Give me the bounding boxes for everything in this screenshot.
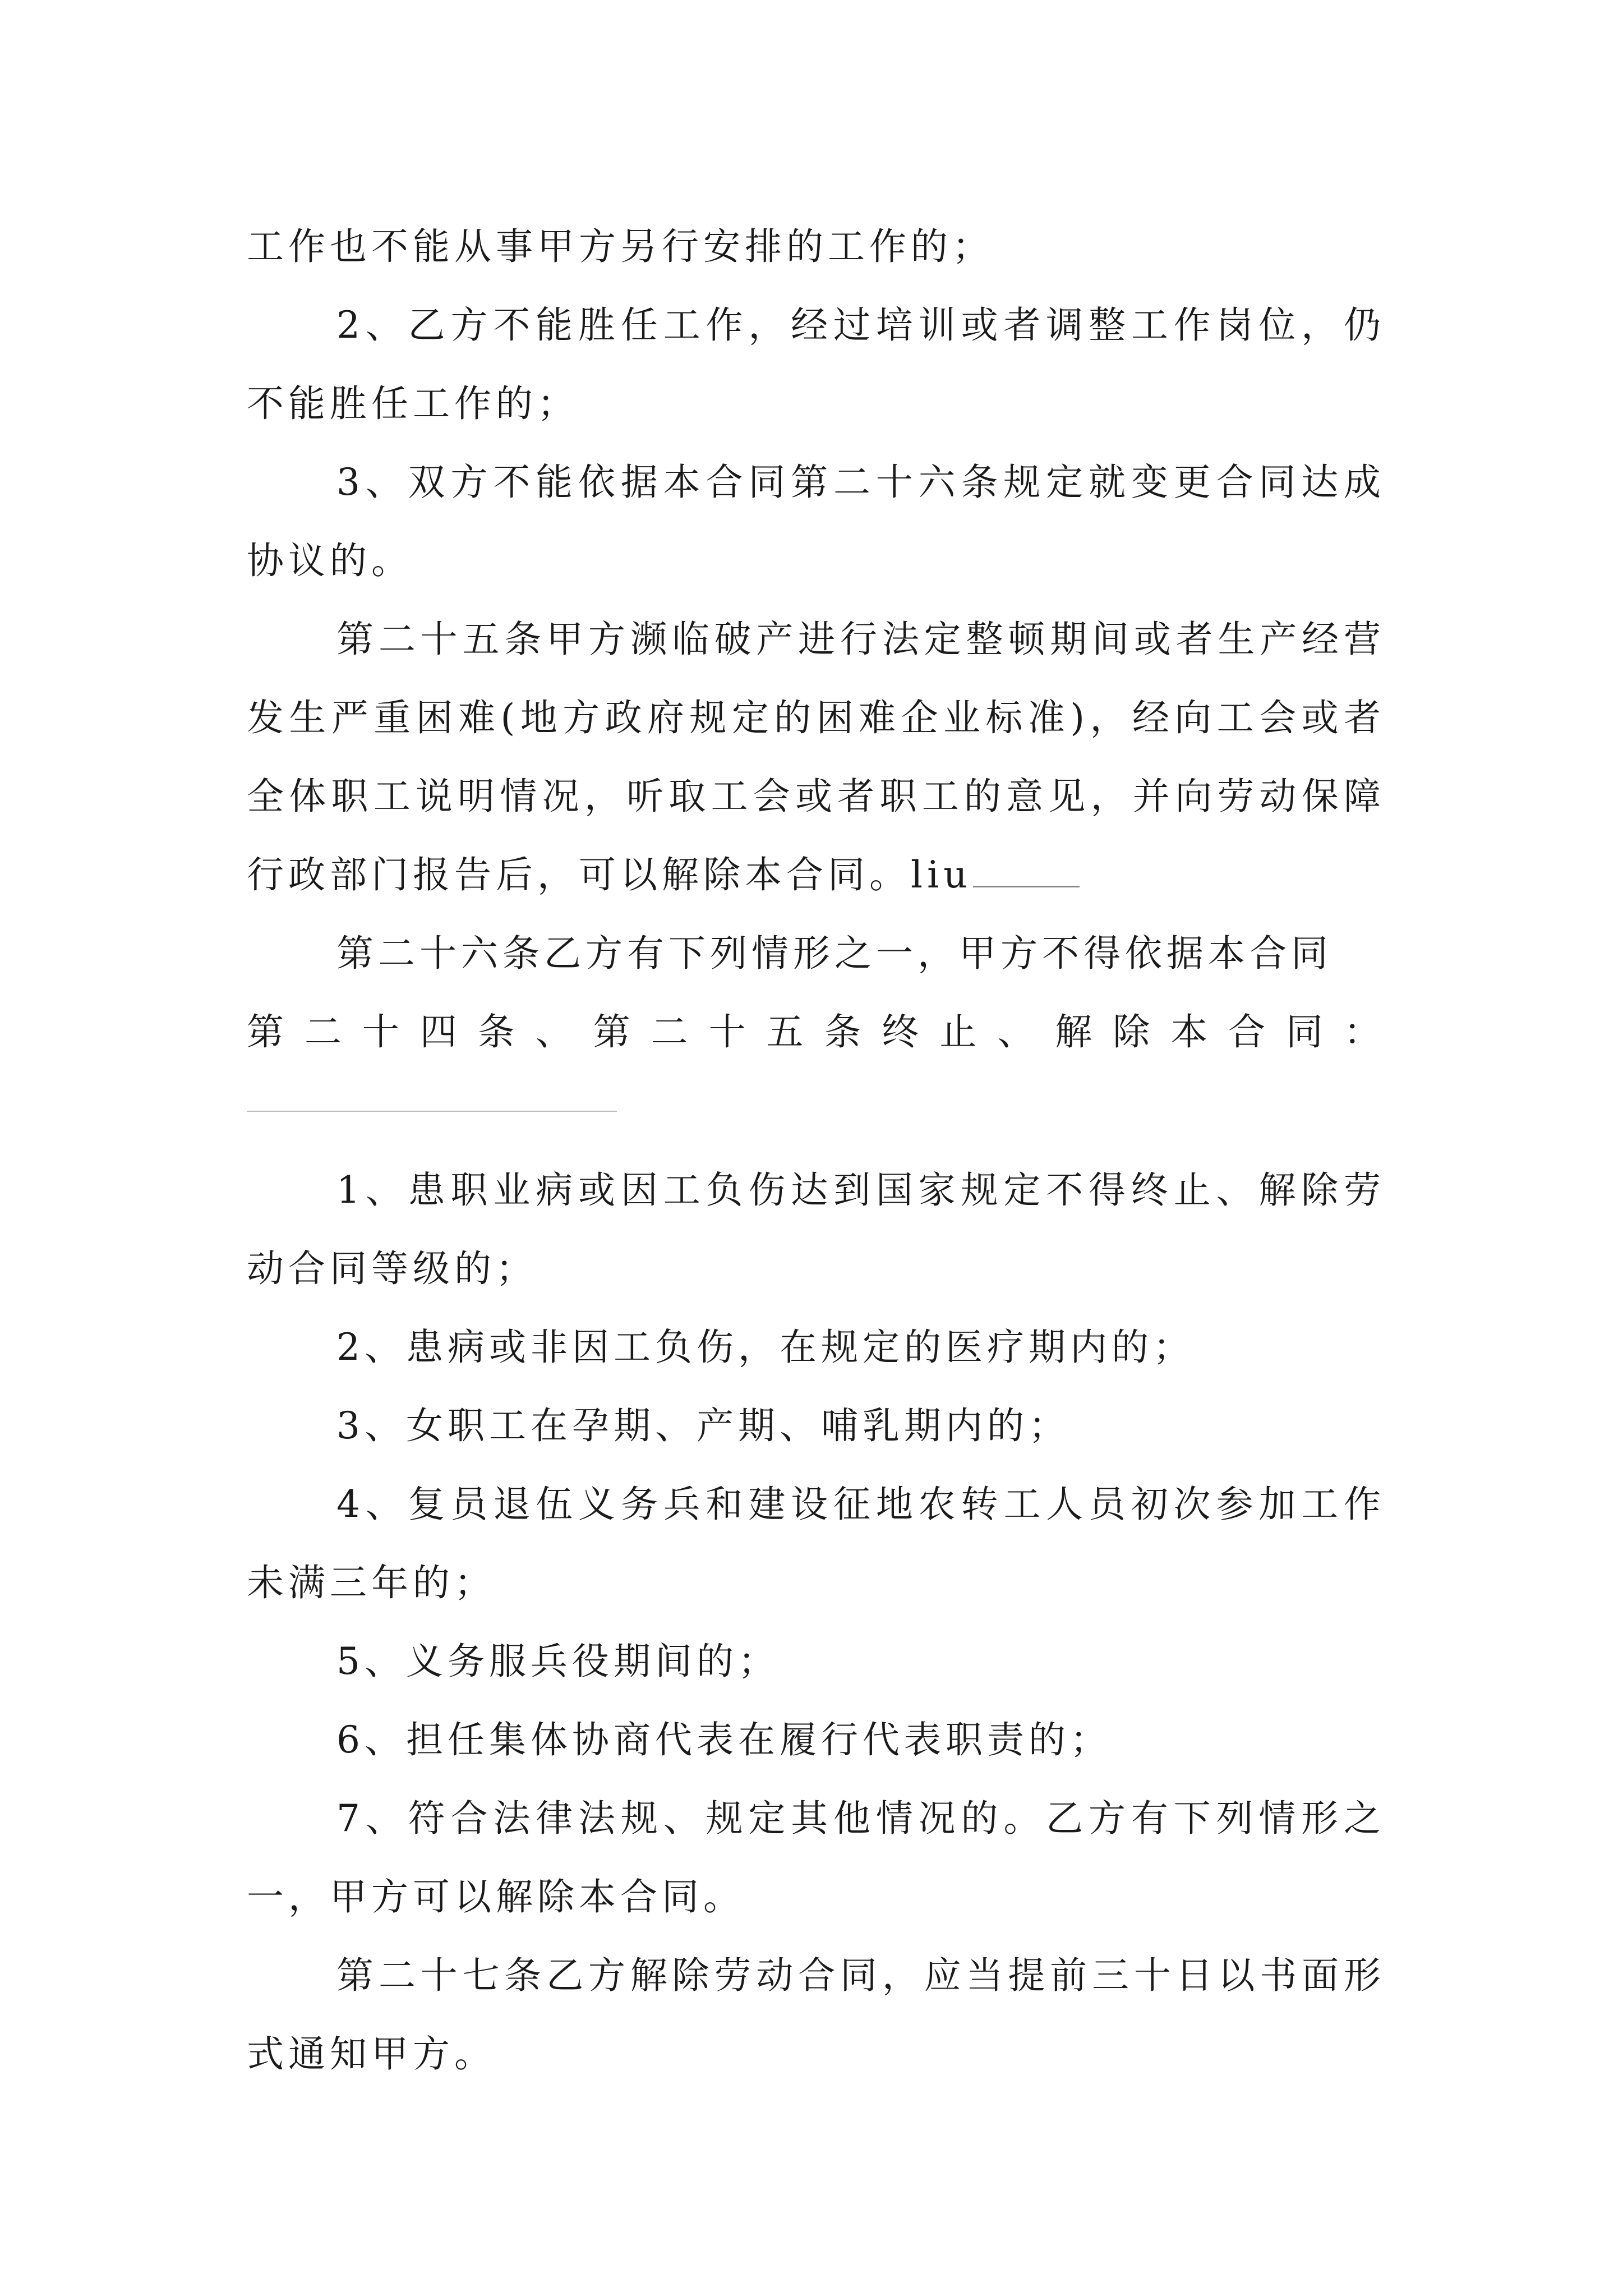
paragraph xyxy=(247,1387,1385,1465)
paragraph-text: 第二十五条甲方濒临破产进行法定整顿期间或者生产经营发生严重困难(地方政府规定的困难企业标准)，经向工会或者全体职工说明情况，听取工会或者职工的意见，并向劳动保障行政部门报告后，可以解除本合同。liu xyxy=(247,618,1385,896)
paragraph xyxy=(247,1308,1385,1387)
paragraph xyxy=(247,1936,1385,2093)
paragraph xyxy=(247,1622,1385,1701)
paragraph-text: 4、复员退伍义务兵和建设征地农转工人员初次参加工作未满三年的； xyxy=(247,1483,1385,1604)
blank-underline xyxy=(973,880,1080,887)
paragraph-text: 2、患病或非因工负伤，在规定的医疗期内的； xyxy=(336,1326,1195,1369)
paragraph-text: 第二十六条乙方有下列情形之一，甲方不得依据本合同 xyxy=(336,932,1332,975)
separator-rule xyxy=(247,1111,617,1112)
paragraph-block-top xyxy=(247,208,1385,1071)
paragraph-block-bottom xyxy=(247,1151,1385,2093)
paragraph xyxy=(247,993,1385,1071)
paragraph-text: 7、符合法律法规、规定其他情况的。乙方有下列情形之一，甲方可以解除本合同。 xyxy=(247,1797,1385,1918)
paragraph-text: 5、义务服兵役期间的； xyxy=(336,1640,780,1683)
paragraph-text: 第二十四条、第二十五条终止、解除本合同： xyxy=(247,1010,1385,1053)
paragraph xyxy=(247,1701,1385,1779)
paragraph-text: 1、患职业病或因工负伤达到国家规定不得终止、解除劳动合同等级的； xyxy=(247,1168,1385,1290)
paragraph xyxy=(247,1465,1385,1622)
paragraph-text: 第二十七条乙方解除劳动合同，应当提前三十日以书面形式通知甲方。 xyxy=(247,1954,1385,2076)
paragraph-text: 3、女职工在孕期、产期、哺乳期内的； xyxy=(336,1404,1070,1447)
paragraph-text: 3、双方不能依据本合同第二十六条规定就变更合同达成协议的。 xyxy=(247,461,1385,582)
paragraph xyxy=(247,1779,1385,1936)
paragraph xyxy=(247,443,1385,600)
paragraph-text: 2、乙方不能胜任工作，经过培训或者调整工作岗位，仍不能胜任工作的； xyxy=(247,303,1385,425)
paragraph-text: 6、担任集体协商代表在履行代表职责的； xyxy=(336,1718,1112,1761)
paragraph xyxy=(247,286,1385,443)
paragraph xyxy=(247,1151,1385,1308)
paragraph xyxy=(247,914,1385,993)
paragraph xyxy=(247,208,1385,286)
document-body xyxy=(247,208,1385,2093)
paragraph xyxy=(247,600,1385,914)
paragraph-text: 工作也不能从事甲方另行安排的工作的； xyxy=(247,225,994,268)
